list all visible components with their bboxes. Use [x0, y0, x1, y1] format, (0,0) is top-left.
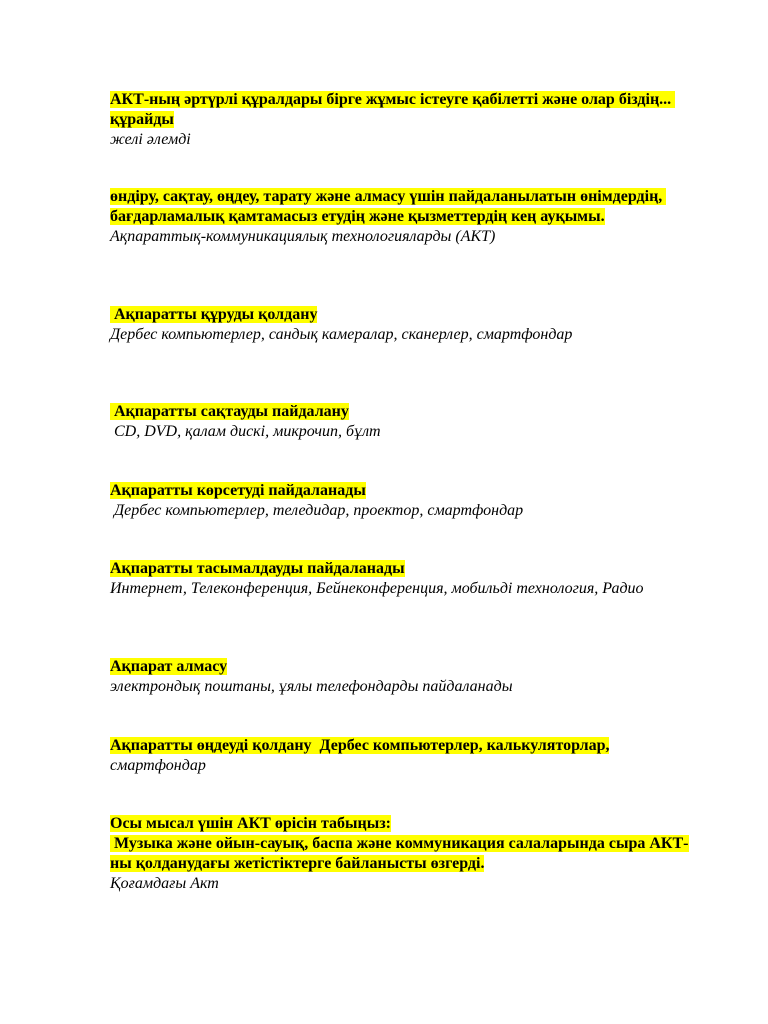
question-9: Осы мысал үшін АКТ өрісін табыңыз:	[110, 815, 391, 832]
question-1: АКТ-ның әртүрлі құралдары бірге жұмыс істеуге қабілетті және олар біздің... құрайды	[110, 91, 676, 128]
question-7: Ақпарат алмасу	[110, 658, 228, 675]
answer-8: смартфондар	[110, 757, 206, 774]
question-9-example: Музыка және ойын-сауық, баспа және коммуникация салаларында сыра АКТ-ны қолданудағы жетістіктерге байланысты өзгерді.	[110, 835, 689, 872]
question-6: Ақпаратты тасымалдауды пайдаланады	[110, 560, 405, 577]
question-2: өндіру, сақтау, өңдеу, тарату және алмасу үшін пайдаланылатын өнімдердің, бағдарламалық қамтамасыз етудің және қызметтердің кең ауқымы.	[110, 188, 667, 225]
qa-item-4	[110, 402, 710, 442]
question-5: Ақпаратты көрсетуді пайдаланады	[110, 482, 366, 499]
qa-item-1	[110, 90, 710, 150]
answer-7: электрондық поштаны, ұялы телефондарды пайдаланады	[110, 678, 513, 695]
qa-item-9	[110, 814, 710, 894]
qa-item-7	[110, 657, 710, 697]
qa-item-5	[110, 481, 710, 521]
qa-item-6	[110, 559, 710, 599]
answer-1: желі әлемді	[110, 131, 191, 148]
question-3: Ақпаратты құруды қолдану	[110, 306, 318, 323]
question-4: Ақпаратты сақтауды пайдалану	[110, 403, 349, 420]
answer-3: Дербес компьютерлер, сандық камералар, сканерлер, смартфондар	[110, 326, 573, 343]
answer-6: Интернет, Телеконференция, Бейнеконференция, мобильді технология, Радио	[110, 580, 644, 597]
qa-item-8	[110, 736, 710, 776]
question-8: Ақпаратты өңдеуді қолдану Дербес компьютерлер, калькуляторлар,	[110, 737, 610, 754]
answer-2: Ақпараттық-коммуникациялық технологияларды (АКТ)	[110, 228, 496, 245]
answer-5: Дербес компьютерлер, теледидар, проектор, смартфондар	[110, 502, 524, 519]
answer-4: CD, DVD, қалам дискі, микрочип, бұлт	[110, 423, 381, 440]
qa-item-3	[110, 305, 710, 345]
answer-9: Қоғамдағы Акт	[110, 875, 219, 892]
qa-item-2	[110, 187, 710, 247]
